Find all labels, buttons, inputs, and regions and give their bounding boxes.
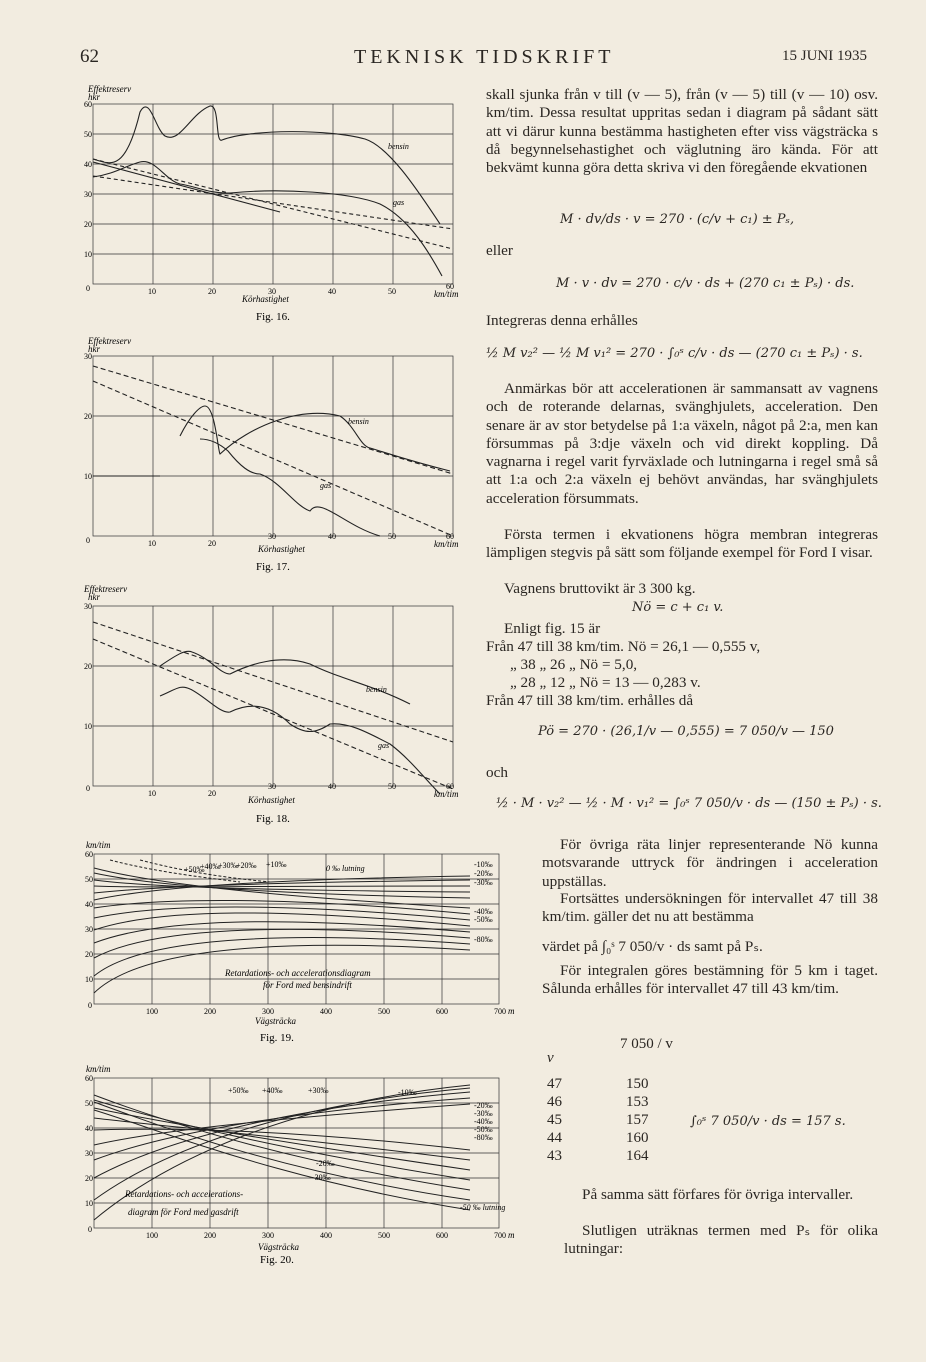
svg-text:50: 50	[85, 875, 93, 884]
figure-19	[80, 838, 520, 1053]
equation-6: ½ · M · v₂² — ½ · M · v₁² = ∫₀ˢ 7 050/v · ds — (150 ± Pₛ) · s.	[496, 796, 882, 811]
svg-text:200: 200	[204, 1007, 216, 1016]
fig16-ylabel: Effektreserv	[88, 84, 132, 94]
svg-text:Retardations- och acceleration: Retardations- och accelerationsdiagram	[225, 968, 371, 978]
svg-text:60: 60	[446, 532, 454, 541]
svg-text:0: 0	[86, 536, 90, 545]
svg-text:300: 300	[262, 1007, 274, 1016]
svg-text:50: 50	[388, 287, 396, 296]
svg-text:-10‰: -10‰	[474, 860, 493, 869]
svg-text:40: 40	[328, 532, 336, 541]
fig16-gas: gas	[393, 198, 405, 207]
svg-text:10: 10	[148, 287, 156, 296]
svg-text:km/tim: km/tim	[434, 789, 459, 799]
paragraph-4: Första termen i ekvationens högra membran integreras lämpligen stegvis på sätt som följande exempel för Ford I visar.	[486, 526, 878, 562]
svg-text:0: 0	[88, 1225, 92, 1234]
table-v-4: 44	[547, 1130, 562, 1146]
svg-text:-30‰: -30‰	[474, 878, 493, 887]
fig16-caption: Fig. 16.	[256, 311, 290, 323]
svg-text:Effektreserv: Effektreserv	[84, 584, 128, 594]
page-number: 62	[80, 46, 99, 67]
svg-text:-30‰: -30‰	[474, 1109, 493, 1118]
paragraph-2: Integreras denna erhålles	[486, 312, 638, 329]
svg-text:+40‰: +40‰	[262, 1086, 283, 1095]
svg-text:20: 20	[85, 1174, 93, 1183]
svg-text:-40‰: -40‰	[474, 907, 493, 916]
svg-text:10: 10	[148, 789, 156, 798]
svg-text:60: 60	[446, 282, 454, 291]
word-eller: eller	[486, 242, 513, 259]
svg-text:0: 0	[88, 1001, 92, 1010]
fig16-bensin: bensin	[388, 142, 409, 151]
svg-text:Vägsträcka: Vägsträcka	[255, 1016, 296, 1026]
svg-text:Körhastighet: Körhastighet	[258, 544, 305, 554]
svg-text:60: 60	[85, 850, 93, 859]
svg-text:Effektreserv: Effektreserv	[88, 336, 132, 346]
svg-text:+10‰: +10‰	[266, 860, 287, 869]
svg-text:bensin: bensin	[366, 685, 387, 694]
paragraph-7: Från 47 till 38 km/tim. erhålles då	[486, 692, 694, 709]
svg-text:diagram för Ford med gasdrift: diagram för Ford med gasdrift	[128, 1207, 239, 1217]
svg-text:km/tim: km/tim	[434, 539, 459, 549]
equation-2: M · v · dv = 270 · c/v · ds + (270 c₁ ± Pₛ) · ds.	[556, 276, 855, 291]
svg-text:600: 600	[436, 1231, 448, 1240]
svg-text:-40‰: -40‰	[474, 1117, 493, 1126]
relation-1: Från 47 till 38 km/tim. Nö = 26,1 — 0,555 v,	[486, 638, 761, 655]
svg-text:300: 300	[262, 1231, 274, 1240]
equation-5: Pö = 270 · (26,1/v — 0,555) = 7 050/v — 150	[538, 724, 834, 739]
paragraph-3: Anmärkas bör att accelerationen är sammansatt av vagnens och de roterande delarnas, svänghjulets, acceleration. Den senare är av stor betydelse på 1:a växeln, något på 2:a, men kan försummas på 3:dje växeln och vid direkt koppling. Då vagnarna i regel varit fyrväxlade och lutningarna i regel små så att 1:a och 2:a växeln ej behövt användas, har svänghjulets acceleration försummats.	[486, 380, 878, 507]
svg-text:10: 10	[148, 539, 156, 548]
svg-text:gas: gas	[378, 741, 390, 750]
svg-text:hkr: hkr	[88, 592, 100, 602]
svg-text:20: 20	[85, 950, 93, 959]
word-och: och	[486, 764, 508, 781]
svg-text:10: 10	[84, 472, 92, 481]
svg-text:0 ‰ lutning: 0 ‰ lutning	[326, 864, 365, 873]
table-val-1: 150	[626, 1076, 649, 1092]
svg-text:20: 20	[84, 220, 92, 229]
svg-text:60: 60	[84, 100, 92, 109]
svg-text:30: 30	[85, 1149, 93, 1158]
equation-1: M · dv/ds · v = 270 · (c/v + c₁) ± Pₛ,	[560, 212, 795, 227]
svg-text:0: 0	[86, 284, 90, 293]
svg-text:-80‰: -80‰	[474, 1133, 493, 1142]
svg-text:-50 ‰ lutning: -50 ‰ lutning	[460, 1203, 506, 1212]
svg-text:50: 50	[388, 532, 396, 541]
svg-text:10: 10	[84, 722, 92, 731]
paragraph-1: skall sjunka från v till (v — 5), från (v — 5) till (v — 10) osv. km/tim. Dessa resultat uppritas sedan i diagram på sådant sätt att vi därur kunna bestämma hastigheten efter viss vägsträcka s då begynnelsehastighet och väglutning äro kända. För att bekvämt kunna göra detta skriva vi den föregående ekvationen	[486, 86, 878, 177]
svg-text:30: 30	[84, 352, 92, 361]
svg-text:-80‰: -80‰	[474, 935, 493, 944]
svg-text:-20‰: -20‰	[316, 1159, 335, 1168]
svg-text:gas: gas	[320, 481, 332, 490]
table-val-5: 164	[626, 1148, 649, 1164]
svg-text:Fig. 20.: Fig. 20.	[260, 1254, 294, 1266]
svg-text:-50‰: -50‰	[474, 1125, 493, 1134]
svg-text:10: 10	[84, 250, 92, 259]
svg-text:+50‰: +50‰	[184, 865, 205, 874]
svg-text:30: 30	[84, 190, 92, 199]
svg-text:400: 400	[320, 1231, 332, 1240]
paragraph-10: För integralen göres bestämning för 5 km i taget. Sålunda erhålles för intervallet 47 till 43 km/tim.	[542, 962, 878, 998]
svg-text:+30‰: +30‰	[218, 861, 239, 870]
table-result: ∫₀ˢ 7 050/v · ds = 157 s.	[690, 1114, 846, 1129]
svg-text:50: 50	[85, 1099, 93, 1108]
svg-text:Fig. 18.: Fig. 18.	[256, 813, 290, 825]
svg-text:50: 50	[388, 782, 396, 791]
svg-text:20: 20	[208, 539, 216, 548]
paragraph-8: För övriga räta linjer representerande Nö kunna motsvarande uttryck för ändringen i acceleration uppställas.	[542, 836, 878, 890]
svg-text:för Ford med bensindrift: för Ford med bensindrift	[263, 980, 352, 990]
svg-text:30: 30	[84, 602, 92, 611]
paragraph-9: Fortsättes undersökningen för intervallet 47 till 38 km/tim. gäller det nu att bestämma	[542, 890, 878, 926]
table-val-3: 157	[626, 1112, 649, 1128]
table-v-2: 46	[547, 1094, 562, 1110]
svg-text:+50‰: +50‰	[228, 1086, 249, 1095]
equation-3: ½ M v₂² — ½ M v₁² = 270 · ∫₀ˢ c/v · ds — (270 c₁ ± Pₛ) · s.	[486, 346, 863, 361]
table-v-5: 43	[547, 1148, 562, 1164]
svg-text:Vägsträcka: Vägsträcka	[258, 1242, 299, 1252]
svg-text:20: 20	[84, 662, 92, 671]
equation-4: Nö = c + c₁ v.	[632, 600, 724, 615]
svg-text:Körhastighet: Körhastighet	[248, 795, 295, 805]
fig16-xunit: km/tim	[434, 289, 459, 299]
svg-text:700: 700	[494, 1007, 506, 1016]
figure-18	[80, 584, 470, 829]
svg-text:30: 30	[268, 782, 276, 791]
svg-text:-30‰: -30‰	[312, 1173, 331, 1182]
svg-text:+40‰: +40‰	[200, 862, 221, 871]
relation-3: „ 28 „ 12 „ Nö = 13 — 0,283 v.	[510, 674, 701, 691]
table-val-4: 160	[626, 1130, 649, 1146]
svg-text:20: 20	[208, 789, 216, 798]
svg-text:400: 400	[320, 1007, 332, 1016]
svg-text:m: m	[508, 1006, 515, 1016]
relation-2: „ 38 „ 26 „ Nö = 5,0,	[510, 656, 638, 673]
svg-text:20: 20	[84, 412, 92, 421]
table-val-2: 153	[626, 1094, 649, 1110]
svg-text:-50‰: -50‰	[474, 915, 493, 924]
paragraph-9b: värdet på ∫₀ˢ 7 050/v · ds samt på Pₛ.	[542, 938, 763, 955]
svg-text:60: 60	[446, 782, 454, 791]
figure-17	[80, 336, 470, 581]
svg-text:30: 30	[268, 532, 276, 541]
paragraph-6: Enligt fig. 15 är	[504, 620, 601, 637]
table-head-expr: 7 050 / v	[620, 1036, 673, 1052]
svg-text:100: 100	[146, 1231, 158, 1240]
fig16-yunit: hkr	[88, 92, 100, 102]
journal-title: TEKNISK TIDSKRIFT	[354, 46, 615, 68]
svg-text:Retardations- och acceleration: Retardations- och accelerations-	[125, 1189, 244, 1199]
svg-text:700: 700	[494, 1231, 506, 1240]
svg-text:0: 0	[86, 784, 90, 793]
svg-text:km/tim: km/tim	[86, 1064, 111, 1074]
paragraph-5: Vagnens bruttovikt är 3 300 kg.	[504, 580, 696, 597]
paragraph-12: Slutligen uträknas termen med Pₛ för olika lutningar:	[564, 1222, 878, 1258]
svg-text:km/tim: km/tim	[86, 840, 111, 850]
svg-text:20: 20	[208, 287, 216, 296]
fig16-xlabel: Körhastighet	[242, 294, 289, 304]
svg-text:Fig. 19.: Fig. 19.	[260, 1032, 294, 1044]
svg-text:50: 50	[84, 130, 92, 139]
svg-text:500: 500	[378, 1231, 390, 1240]
table-v-1: 47	[547, 1076, 562, 1092]
svg-text:hkr: hkr	[88, 344, 100, 354]
svg-text:100: 100	[146, 1007, 158, 1016]
svg-text:40: 40	[84, 160, 92, 169]
svg-text:-20‰: -20‰	[474, 869, 493, 878]
paragraph-11: På samma sätt förfares för övriga intervaller.	[582, 1186, 854, 1203]
svg-text:40: 40	[328, 782, 336, 791]
figure-20	[80, 1060, 520, 1275]
svg-text:600: 600	[436, 1007, 448, 1016]
svg-text:200: 200	[204, 1231, 216, 1240]
svg-text:40: 40	[85, 900, 93, 909]
svg-text:40: 40	[328, 287, 336, 296]
figure-16	[80, 84, 470, 329]
svg-text:-10‰: -10‰	[398, 1088, 417, 1097]
svg-text:+20‰: +20‰	[236, 861, 257, 870]
svg-text:500: 500	[378, 1007, 390, 1016]
svg-text:Fig. 17.: Fig. 17.	[256, 561, 290, 573]
svg-text:bensin: bensin	[348, 417, 369, 426]
svg-text:m: m	[508, 1230, 515, 1240]
svg-text:10: 10	[85, 975, 93, 984]
issue-date: 15 JUNI 1935	[782, 48, 867, 64]
svg-text:-20‰: -20‰	[474, 1101, 493, 1110]
table-head-v: v	[547, 1050, 554, 1066]
svg-text:30: 30	[268, 287, 276, 296]
svg-text:30: 30	[85, 925, 93, 934]
svg-text:10: 10	[85, 1199, 93, 1208]
svg-text:60: 60	[85, 1074, 93, 1083]
svg-text:+30‰: +30‰	[308, 1086, 329, 1095]
table-v-3: 45	[547, 1112, 562, 1128]
svg-text:40: 40	[85, 1124, 93, 1133]
